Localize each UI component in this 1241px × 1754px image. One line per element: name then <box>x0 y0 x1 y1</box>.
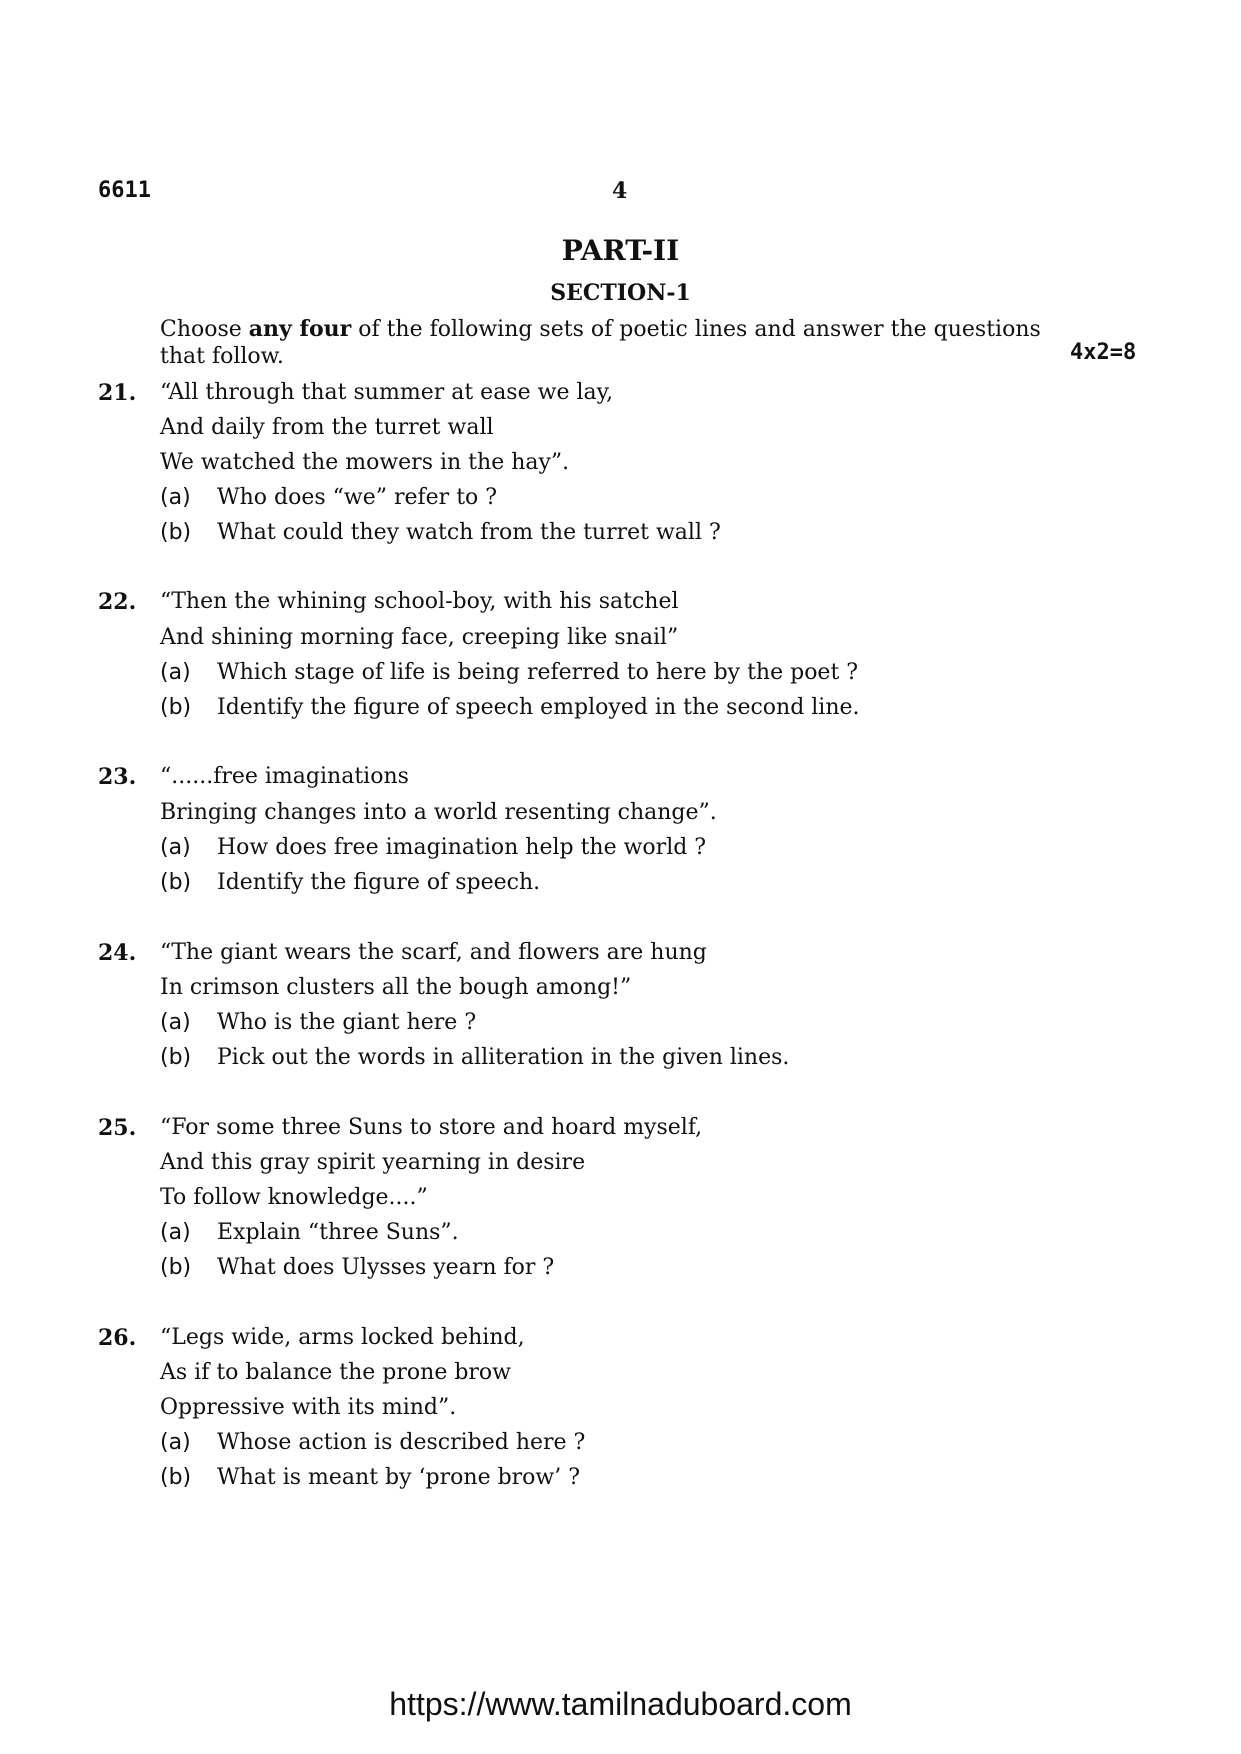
poem-line: Oppressive with its mind”. <box>160 1395 457 1420</box>
sub-question-text: What is meant by ‘prone brow’ ? <box>217 1465 581 1490</box>
sub-question-label: (b) <box>160 1045 192 1070</box>
question-number: 22. <box>98 589 137 615</box>
poem-line: To follow knowledge....” <box>160 1185 428 1210</box>
poem-line: “......free imaginations <box>160 764 409 789</box>
sub-question-label: (a) <box>160 1220 191 1245</box>
marks-allocation: 4x2=8 <box>1070 340 1137 365</box>
poem-line: In crimson clusters all the bough among!” <box>160 975 632 1000</box>
poem-line: “For some three Suns to store and hoard myself, <box>160 1115 703 1140</box>
sub-question-text: Identify the figure of speech employed in the second line. <box>217 695 860 720</box>
poem-line: “The giant wears the scarf, and flowers are hung <box>160 940 707 965</box>
section-title: SECTION-1 <box>550 280 691 306</box>
poem-line: “Then the whining school-boy, with his satchel <box>160 589 679 614</box>
instruction-post: of the following sets of poetic lines and answer the questions that follow. <box>160 317 1041 369</box>
sub-question-text: Pick out the words in alliteration in the given lines. <box>217 1045 790 1070</box>
sub-question-label: (b) <box>160 695 192 720</box>
question-number: 25. <box>98 1115 137 1141</box>
sub-question-label: (b) <box>160 1465 192 1490</box>
footer-url[interactable]: https://www.tamilnaduboard.com <box>389 1686 852 1722</box>
sub-question-text: Explain “three Suns”. <box>217 1220 459 1245</box>
sub-question-label: (a) <box>160 660 191 685</box>
question-number: 23. <box>98 764 137 790</box>
sub-question-text: Whose action is described here ? <box>217 1430 586 1455</box>
sub-question-text: Who is the giant here ? <box>217 1010 477 1035</box>
poem-line: “Legs wide, arms locked behind, <box>160 1325 525 1350</box>
sub-question-label: (b) <box>160 520 192 545</box>
poem-line: “All through that summer at ease we lay, <box>160 380 614 405</box>
poem-line: We watched the mowers in the hay”. <box>160 450 570 475</box>
question-number: 24. <box>98 940 137 966</box>
sub-question-label: (a) <box>160 1430 191 1455</box>
sub-question-text: What could they watch from the turret wall ? <box>217 520 721 545</box>
sub-question-label: (a) <box>160 1010 191 1035</box>
sub-question-text: Identify the figure of speech. <box>217 870 541 895</box>
instruction-pre: Choose <box>160 317 249 342</box>
sub-question-label: (a) <box>160 485 191 510</box>
instruction <box>160 316 1060 370</box>
poem-line: And shining morning face, creeping like snail” <box>160 625 679 650</box>
poem-line: And this gray spirit yearning in desire <box>160 1150 586 1175</box>
sub-question-text: What does Ulysses yearn for ? <box>217 1255 555 1280</box>
poem-line: Bringing changes into a world resenting change”. <box>160 800 717 825</box>
sub-question-text: How does free imagination help the world ? <box>217 835 707 860</box>
page-number: 4 <box>612 178 628 204</box>
poem-line: As if to balance the prone brow <box>160 1360 512 1385</box>
question-number: 26. <box>98 1325 137 1351</box>
sub-question-text: Who does “we” refer to ? <box>217 485 498 510</box>
sub-question-text: Which stage of life is being referred to here by the poet ? <box>217 660 859 685</box>
poem-line: And daily from the turret wall <box>160 415 494 440</box>
instruction-emphasis: any four <box>248 316 352 342</box>
question-number: 21. <box>98 380 137 406</box>
sub-question-label: (b) <box>160 1255 192 1280</box>
sub-question-label: (a) <box>160 835 191 860</box>
paper-code: 6611 <box>98 178 151 203</box>
part-title: PART-II <box>561 234 680 267</box>
sub-question-label: (b) <box>160 870 192 895</box>
